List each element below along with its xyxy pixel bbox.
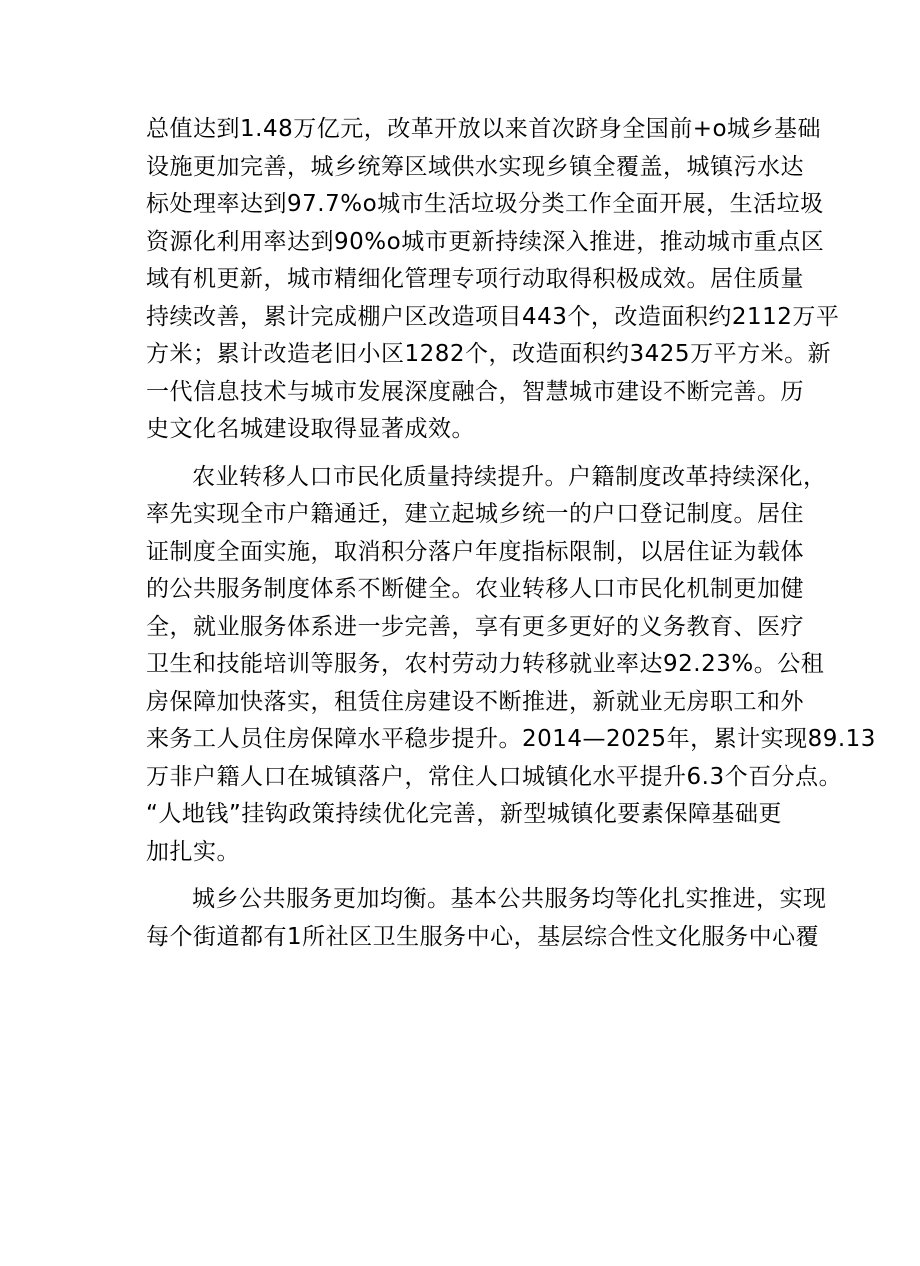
text-line: 卫生和技能培训等服务，农村劳动力转移就业率达92.23%。公租 xyxy=(146,651,825,677)
text-line: 全，就业服务体系进一步完善，享有更多更好的义务教育、医疗 xyxy=(146,613,804,640)
paragraph-3 xyxy=(146,881,827,956)
text-line: 持续改善，累计完成棚户区改造项目443个，改造面积约2112万平 xyxy=(146,303,840,330)
text-line: 标处理率达到97.7%o城市生活垃圾分类工作全面开展，生活垃圾 xyxy=(146,191,824,217)
text-line: 总值达到1.48万亿元，改革开放以来首次跻身全国前+o城乡基础 xyxy=(146,116,822,142)
text-line: 证制度全面实施，取消积分落户年度指标限制，以居住证为载体 xyxy=(146,538,804,565)
paragraph-spacing xyxy=(146,449,786,459)
text-line: 率先实现全市户籍通迁，建立起城乡统一的户口登记制度。居住 xyxy=(146,501,804,527)
text-line: 加扎实。 xyxy=(146,838,240,865)
text-line: 设施更加完善，城乡统筹区域供水实现乡镇全覆盖，城镇污水达 xyxy=(146,153,804,180)
body-text xyxy=(146,111,876,956)
text-line: 资源化利用率达到90%o城市更新持续深入推进，推动城市重点区 xyxy=(146,228,825,255)
text-line: 万非户籍人口在城镇落户，常住人口城镇化水平提升6.3个百分点。 xyxy=(146,763,843,790)
text-line: 房保障加快落实，租赁住房建设不断推进，新就业无房职工和外 xyxy=(146,688,804,715)
text-line: 方米；累计改造老旧小区1282个，改造面积约3425万平方米。新 xyxy=(146,341,832,367)
text-line: 每个街道都有1所社区卫生服务中心，基层综合性文化服务中心覆 xyxy=(146,923,820,950)
paragraph-spacing xyxy=(146,871,786,881)
paragraph-1 xyxy=(146,111,840,449)
text-line: 来务工人员住房保障水平稳步提升。2014—2025年，累计实现89.13 xyxy=(146,726,876,752)
text-line: 史文化名城建设取得显著成效。 xyxy=(146,416,475,442)
text-line: 城乡公共服务更加均衡。基本公共服务均等化扎实推进，实现 xyxy=(192,886,827,912)
text-line: 的公共服务制度体系不断健全。农业转移人口市民化机制更加健 xyxy=(146,576,804,602)
text-line: “人地钱”挂钩政策持续优化完善，新型城镇化要素保障基础更 xyxy=(146,801,782,827)
text-line: 域有机更新，城市精细化管理专项行动取得积极成效。居住质量 xyxy=(146,266,804,292)
paragraph-2 xyxy=(146,459,876,872)
text-line: 农业转移人口市民化质量持续提升。户籍制度改革持续深化， xyxy=(192,463,827,490)
text-line: 一代信息技术与城市发展深度融合，智慧城市建设不断完善。历 xyxy=(146,378,804,405)
